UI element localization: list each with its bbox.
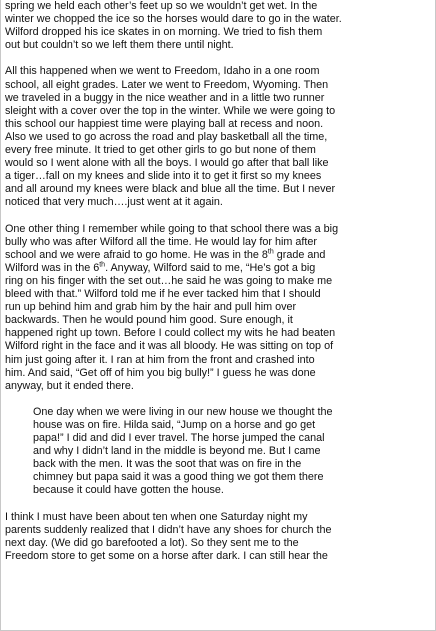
text-line: Wilford dropped his ice skates in on morning. We tried to fish them <box>5 26 323 39</box>
paragraph <box>5 406 431 498</box>
text-line: him just going after it. I ran at him from the front and crashed into <box>5 353 315 366</box>
text-line: Wilford right in the face and it was all bloody. He was sitting on top of <box>5 340 334 353</box>
text-line: anyway, but it ended there. <box>5 379 134 392</box>
text-line: Wilford was in the 6th. Anyway, Wilford said to me, “He’s got a big <box>5 261 316 274</box>
text-line: because it could have gotten the house. <box>33 484 224 497</box>
text-line: bully who was after Wilford all the time. He would lay for him after <box>5 235 318 248</box>
text-line: One day when we were living in our new house we thought the <box>33 405 333 418</box>
text-line: a tiger…fall on my knees and slide into it to get it first so my knees <box>5 170 322 183</box>
text-line: back with the men. It was the soot that was on fire in the <box>33 458 302 471</box>
text-line: we traveled in a buggy in the nice weather and in a little two runner <box>5 91 325 104</box>
text-line: ring on his finger with the set out…he said he was going to make me <box>5 274 333 287</box>
text-line: Freedom store to get some on a horse after dark. I can still hear the <box>5 549 328 562</box>
text-line: house was on fire. Hilda said, “Jump on a horse and go get <box>33 419 316 431</box>
text-line: backwards. Then he would pound him good. Sure enough, it <box>5 314 293 327</box>
text-line: every free minute. It tried to get other girls to go but none of them <box>5 144 316 157</box>
text-line: school, all eight grades. Later we went to Freedom, Wyoming. Then <box>5 78 329 91</box>
text-line: next day. (We did go barefooted a lot). So they sent me to the <box>5 536 299 549</box>
text-line: spring we held each other’s feet up so we wouldn’t get wet. In the <box>5 0 318 12</box>
paragraph <box>5 0 431 52</box>
text-line: and all around my knees were black and blue all the time. But I never <box>5 183 336 196</box>
text-line: school and we were afraid to go home. He was in the 8th grade and <box>5 248 326 261</box>
paragraph <box>5 223 431 393</box>
text-line: happened right up town. Before I could collect my wits he had beaten <box>5 327 336 340</box>
text-line: bleed with that.” Wilford told me if he ever tacked him that I should <box>5 288 321 301</box>
paragraph <box>5 511 431 563</box>
text-line: I think I must have been about ten when one Saturday night my <box>5 510 308 523</box>
text-line: chimney but papa said it was a good thing we got them there <box>33 471 324 484</box>
text-line: papa!” I did and did I ever travel. The horse jumped the canal <box>33 432 325 445</box>
text-line: run up behind him and grab him by the hair and pull him over <box>5 301 297 314</box>
text-line: him. And said, “Get off of him you big bully!” I guess he was done <box>5 366 316 379</box>
text-line: One other thing I remember while going to that school there was a big <box>5 222 339 235</box>
text-line: this school our happiest time were playing ball at recess and noon. <box>5 117 324 130</box>
paragraph <box>5 65 431 209</box>
text-line: out but couldn’t so we left them there until night. <box>5 39 234 52</box>
text-line: would so I went alone with all the boys. I would go after that ball like <box>5 157 329 170</box>
text-line: sleight with a cover over the top in the winter. While we were going to <box>5 104 336 117</box>
text-line: noticed that very much….just went at it again. <box>5 196 223 209</box>
text-line: Also we used to go across the road and play basketball all the time, <box>5 130 328 143</box>
text-line: winter we chopped the ice so the horses would dare to go in the water. <box>5 13 342 26</box>
document-body <box>5 0 431 576</box>
text-line: All this happened when we went to Freedom, Idaho in a one room <box>5 65 320 78</box>
text-line: parents suddenly realized that I didn’t have any shoes for church the <box>5 523 332 536</box>
text-line: and why I didn’t land in the middle is beyond me. But I came <box>33 445 321 458</box>
